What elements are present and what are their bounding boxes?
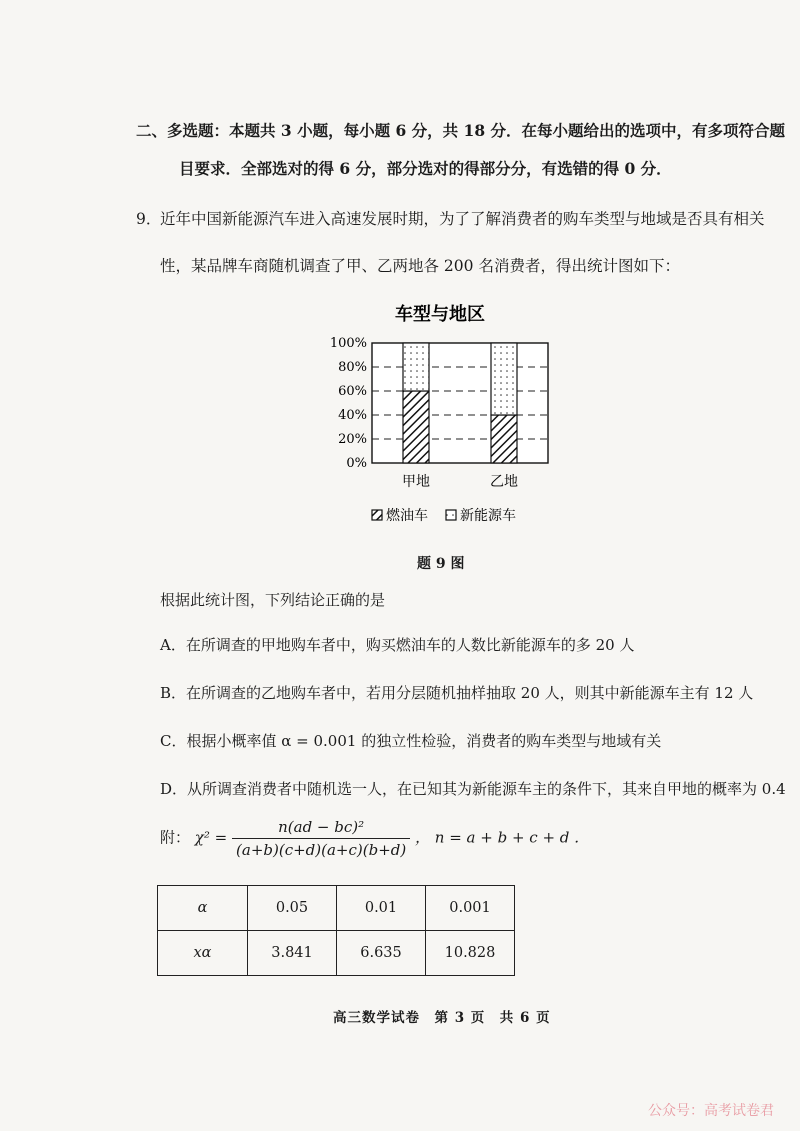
option-d-text: 从所调查消费者中随机选一人，在已知其为新能源车主的条件下，其来自甲地的概率为 0.4 <box>187 780 786 798</box>
option-c[interactable] <box>160 730 661 751</box>
table-cell: 6.635 <box>337 931 426 976</box>
watermark-text: 公众号：高考试卷君 <box>648 1103 774 1119</box>
legend-label-ev: 新能源车 <box>460 508 516 524</box>
figure-caption: 题 9 图 <box>417 556 465 572</box>
table-cell: 3.841 <box>248 931 337 976</box>
section-heading-line-1: 二、多选题：本题共 3 小题，每小题 6 分，共 18 分．在每小题给出的选项中，有多项符合题 <box>136 121 786 140</box>
critical-value-table <box>157 885 515 976</box>
stacked-bar-chart <box>300 290 590 550</box>
chart-title: 车型与地区 <box>395 304 485 325</box>
chi-square-formula <box>160 818 589 859</box>
option-b-text: 在所调查的乙地购车者中，若用分层随机抽样抽取 20 人，则其中新能源车主有 12 人 <box>186 684 754 702</box>
page-footer: 高三数学试卷 第 3 页 共 6 页 <box>333 1010 551 1026</box>
option-a-text: 在所调查的甲地购车者中，购买燃油车的人数比新能源车的多 20 人 <box>185 636 635 654</box>
table-cell: 0.05 <box>248 886 337 931</box>
category-label: 甲地 <box>402 474 430 490</box>
y-tick-label: 60% <box>338 384 367 399</box>
bar-segment <box>403 391 429 463</box>
plot-frame <box>372 343 548 463</box>
formula-denominator: (a+b)(c+d)(a+c)(b+d) <box>236 841 407 859</box>
option-d-label: D． <box>160 780 188 798</box>
section-heading-line-2: 目要求．全部选对的得 6 分，部分选对的得部分分，有选错的得 0 分． <box>179 159 672 178</box>
option-c-text: 根据小概率值 α = 0.001 的独立性检验，消费者的购车类型与地域有关 <box>186 732 662 750</box>
table-cell: 10.828 <box>426 931 515 976</box>
formula-suffix: ， n = a + b + c + d ． <box>415 828 590 847</box>
option-b-label: B． <box>160 684 187 702</box>
table-cell: xα <box>158 931 248 976</box>
option-b[interactable] <box>160 682 753 703</box>
table-row <box>158 931 515 976</box>
option-a[interactable] <box>160 634 634 655</box>
legend-swatch-fuel <box>372 510 382 520</box>
bar-segment <box>491 415 517 463</box>
y-tick-label: 100% <box>329 336 367 351</box>
option-a-label: A． <box>160 636 186 654</box>
y-tick-labels <box>330 336 367 471</box>
question-text-line-1: 近年中国新能源汽车进入高速发展时期，为了了解消费者的购车类型与地域是否具有相关 <box>160 210 765 228</box>
option-d[interactable] <box>160 778 786 799</box>
y-tick-label: 40% <box>338 408 367 423</box>
bar-segment <box>403 343 429 391</box>
category-labels <box>402 473 518 490</box>
legend-label-fuel: 燃油车 <box>386 508 428 524</box>
chart-grid <box>372 343 548 463</box>
table-row <box>158 886 515 931</box>
formula-fraction <box>232 818 410 859</box>
option-c-label: C． <box>160 732 187 750</box>
formula-numerator: n(ad − bc)² <box>232 818 410 839</box>
formula-prefix: 附： <box>160 828 191 847</box>
question-prompt: 根据此统计图，下列结论正确的是 <box>160 591 386 609</box>
table-cell: α <box>158 886 248 931</box>
question-number: 9． <box>136 210 162 228</box>
legend-swatch-ev <box>446 510 456 520</box>
y-tick-label: 80% <box>338 360 367 375</box>
table-cell: 0.01 <box>337 886 426 931</box>
question-text-line-2: 性，某品牌车商随机调查了甲、乙两地各 200 名消费者，得出统计图如下： <box>160 257 680 275</box>
category-label: 乙地 <box>490 474 518 490</box>
table-cell: 0.001 <box>426 886 515 931</box>
y-tick-label: 20% <box>338 432 367 447</box>
y-tick-label: 0% <box>346 456 367 471</box>
bar-segment <box>491 343 517 415</box>
formula-lhs: χ² = <box>194 828 228 847</box>
